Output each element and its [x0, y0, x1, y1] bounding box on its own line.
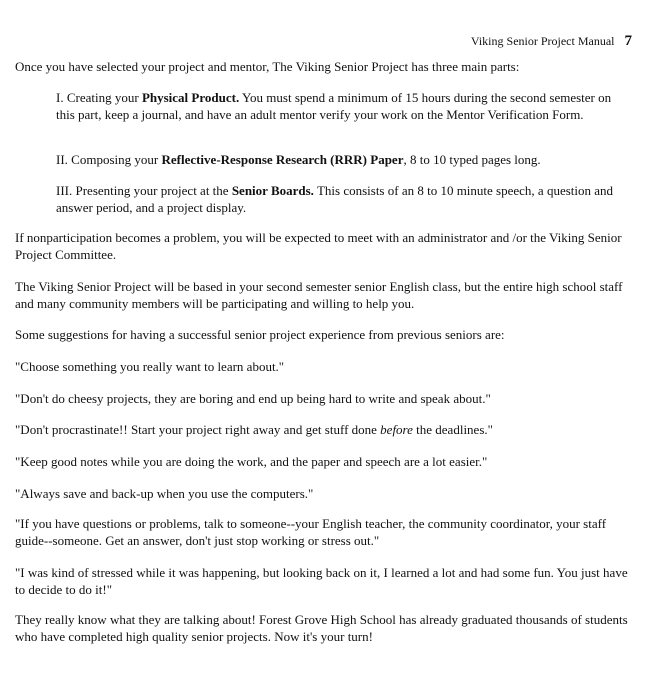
based-paragraph: The Viking Senior Project will be based in your second semester senior English class, but the entire high school staff and many community members will be participating and willing to help you. [15, 279, 623, 311]
manual-title: Viking Senior Project Manual [470, 34, 615, 48]
part-one-numeral: I. [56, 90, 64, 105]
part-three-numeral: III. [56, 183, 73, 198]
quote-save: "Always save and back-up when you use the computers." [15, 486, 314, 501]
quote-procrastinate-pre: "Don't procrastinate!! Start your project right away and get stuff done [15, 422, 381, 437]
quote-cheesy: "Don't do cheesy projects, they are boring and end up being hard to write and speak about." [15, 391, 491, 406]
quote-procrastinate-post: the deadlines." [412, 422, 493, 437]
quote-choose: "Choose something you really want to learn about." [15, 359, 285, 374]
part-three-pre: Presenting your project at the [75, 183, 232, 198]
part-two-pre: Composing your [71, 152, 162, 167]
part-one-pre: Creating your [66, 90, 142, 105]
closing-paragraph: They really know what they are talking about! Forest Grove High School has already graduated thousands of students who have completed high quality senior projects. Now it's your turn! [15, 612, 628, 644]
quote-stressed: "I was kind of stressed while it was happening, but looking back on it, I learned a lot and had some fun. You just have to decide to do it!" [15, 565, 628, 597]
page-number: 7 [624, 33, 632, 49]
part-three-bold: Senior Boards. [231, 183, 314, 198]
part-one-post: You must spend a minimum of 15 hours during the second semester on this part, keep a journal, and have an adult mentor verify your work on the Mentor Verification Form. [56, 90, 612, 122]
part-one-bold: Physical Product. [141, 90, 240, 105]
quote-procrastinate-em: before [380, 422, 413, 437]
part-three-post: This consists of an 8 to 10 minute speech, a question and answer period, and a project display. [56, 183, 614, 215]
part-three [56, 182, 616, 216]
page-header [471, 33, 632, 50]
quote-questions: "If you have questions or problems, talk to someone--your English teacher, the community coordinator, your staff guide--someone. Get an answer, don't just stop working or stress out." [15, 516, 607, 548]
nonparticipation-paragraph: If nonparticipation becomes a problem, you will be expected to meet with an administrator and /or the Viking Senior Project Committee. [15, 230, 622, 262]
part-two-post: , 8 to 10 typed pages long. [403, 152, 541, 167]
part-two [56, 151, 616, 168]
part-two-numeral: II. [56, 152, 68, 167]
intro-paragraph: Once you have selected your project and mentor, The Viking Senior Project has three main parts: [15, 59, 520, 74]
suggestions-intro: Some suggestions for having a successful senior project experience from previous seniors are: [15, 327, 505, 342]
quote-procrastinate [15, 421, 635, 438]
part-two-bold: Reflective-Response Research (RRR) Paper [161, 152, 404, 167]
quote-notes: "Keep good notes while you are doing the work, and the paper and speech are a lot easier." [15, 454, 488, 469]
part-one [56, 89, 616, 123]
